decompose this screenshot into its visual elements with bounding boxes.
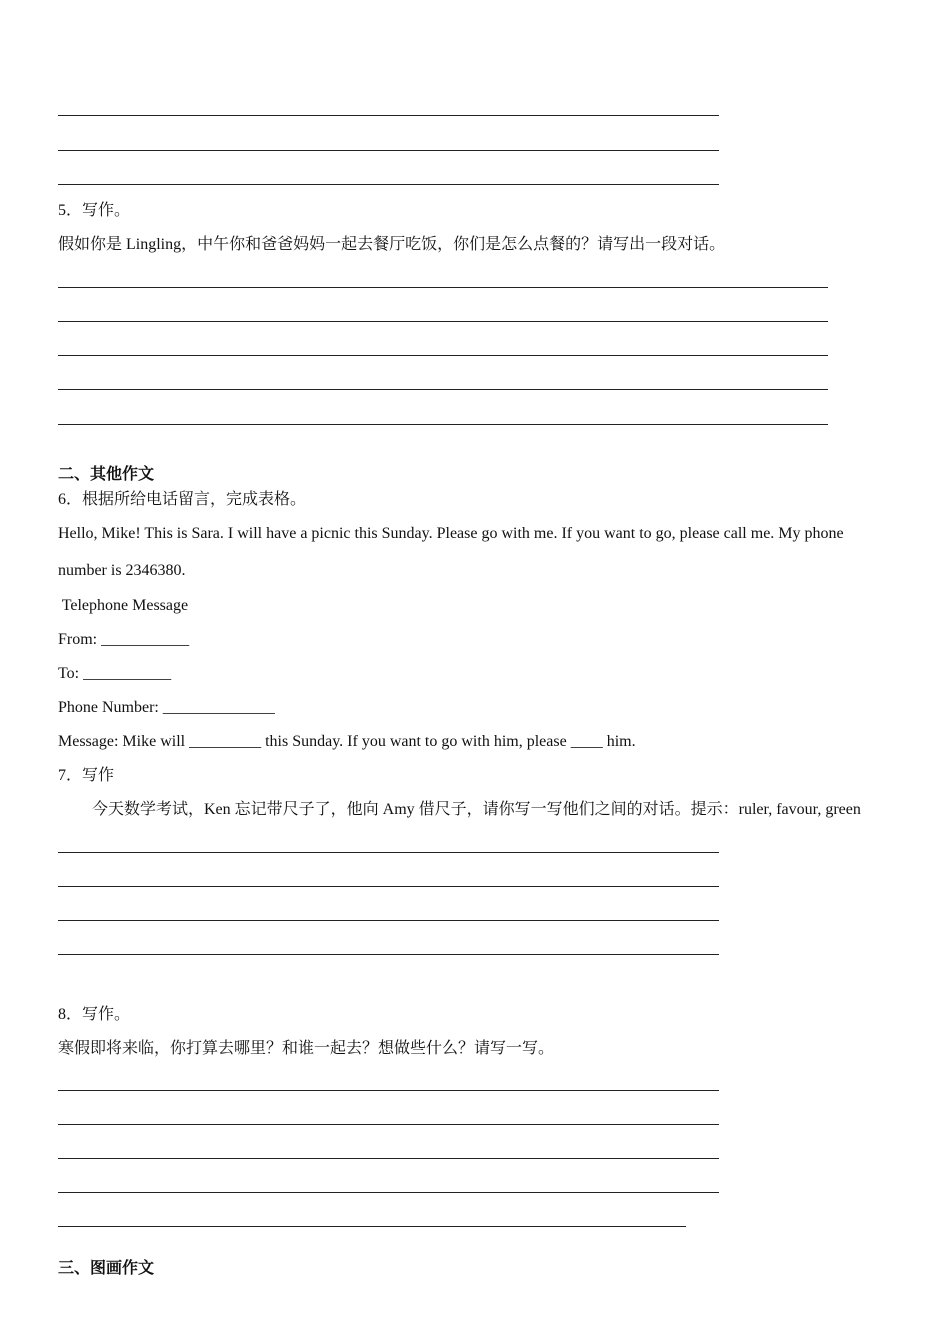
q6-passage-line-1: Hello, Mike! This is Sara. I will have a picnic this Sunday. Please go with me. If you want to go, please call me. My phone xyxy=(58,525,844,542)
form-phone-number: Phone Number: ______________ xyxy=(58,699,275,716)
section-heading: 三、图画作文 xyxy=(58,1260,155,1277)
answer-line xyxy=(58,115,719,116)
answer-line xyxy=(58,1090,719,1091)
q5-prompt: 假如你是 Lingling，中午你和爸爸妈妈一起去餐厅吃饭，你们是怎么点餐的？请写出一段对话。 xyxy=(58,236,726,253)
answer-line xyxy=(58,852,719,853)
q5-title: 5．写作。 xyxy=(58,202,131,219)
answer-line xyxy=(58,886,719,887)
form-to: To: ___________ xyxy=(58,665,172,682)
q8-title: 8．写作。 xyxy=(58,1006,131,1023)
answer-line xyxy=(58,954,719,955)
answer-line xyxy=(58,150,719,151)
q7-title: 7．写作 xyxy=(58,767,115,784)
answer-line xyxy=(58,321,828,322)
answer-line xyxy=(58,920,719,921)
answer-line xyxy=(58,355,828,356)
form-from: From: ___________ xyxy=(58,631,190,648)
answer-line xyxy=(58,1192,719,1193)
q6-title: 6．根据所给电话留言，完成表格。 xyxy=(58,491,307,508)
answer-line xyxy=(58,1226,686,1227)
form-title: Telephone Message xyxy=(58,597,189,614)
q8-prompt: 寒假即将来临，你打算去哪里？和谁一起去？想做些什么？请写一写。 xyxy=(58,1040,555,1057)
answer-line xyxy=(58,389,828,390)
answer-line xyxy=(58,1124,719,1125)
answer-line xyxy=(58,424,828,425)
q6-passage-line-2: number is 2346380. xyxy=(58,562,186,579)
answer-line xyxy=(58,1158,719,1159)
section-heading: 二、其他作文 xyxy=(58,466,155,483)
answer-line xyxy=(58,287,828,288)
answer-line xyxy=(58,184,719,185)
form-message: Message: Mike will _________ this Sunday. If you want to go with him, please ____ him. xyxy=(58,733,636,750)
q7-prompt: 今天数学考试，Ken 忘记带尺子了，他向 Amy 借尺子，请你写一写他们之间的对话。提示：ruler, favour, green xyxy=(92,801,861,818)
